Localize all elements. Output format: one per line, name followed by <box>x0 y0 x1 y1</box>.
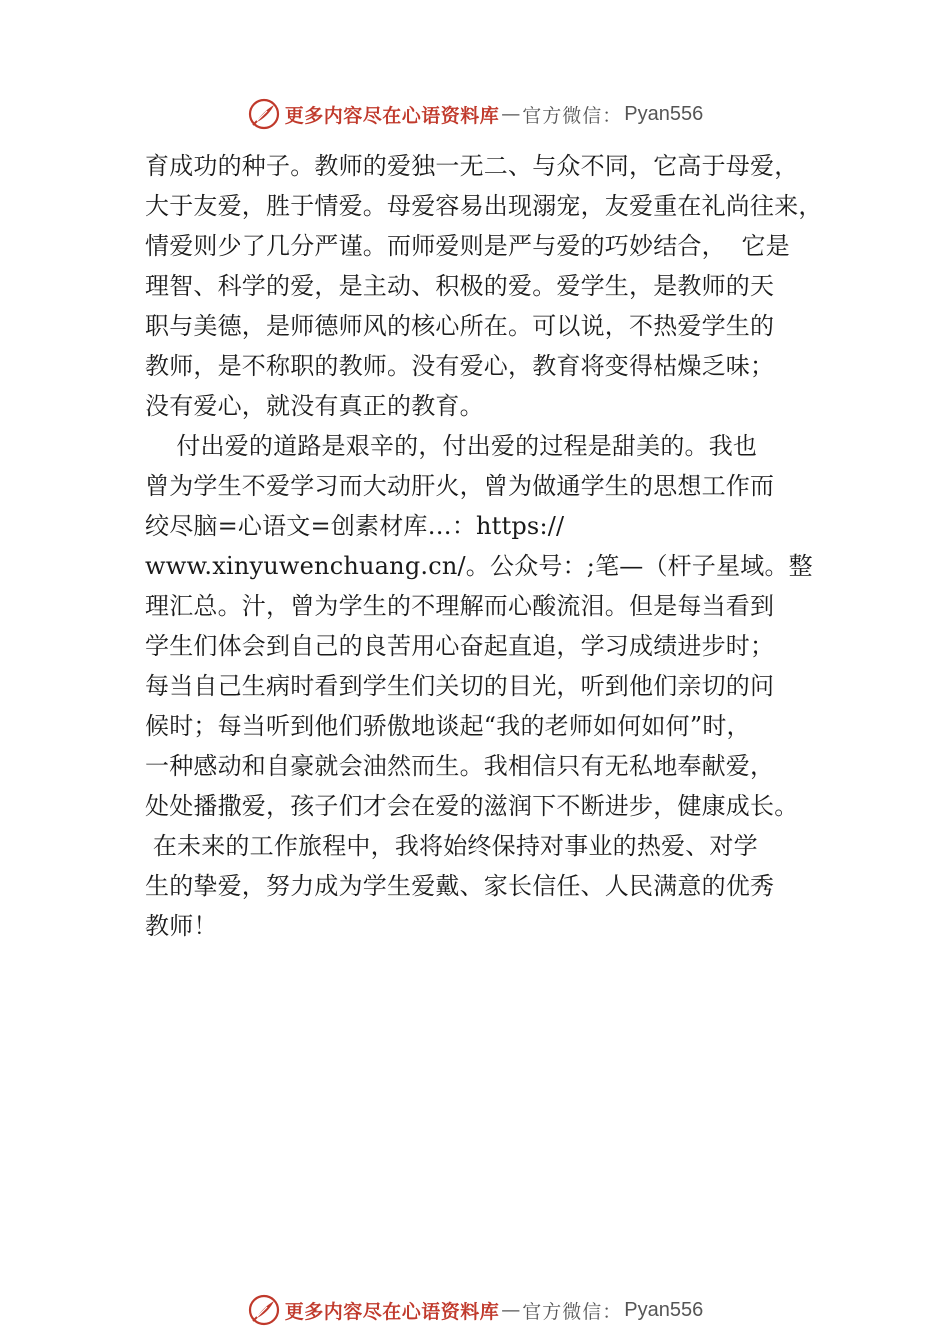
header-brand-text: 更多内容尽在心语资料库 <box>284 104 500 127</box>
body-line: 理汇总。汁，曾为学生的不理解而心酸流泪。但是每当看到 <box>145 592 775 620</box>
header-wechat-id: Pyan556 <box>624 102 704 125</box>
body-line: 没有爱心，就没有真正的教育。 <box>145 392 484 420</box>
footer-banner <box>0 1290 950 1330</box>
body-line: 学生们体会到自己的良苦用心奋起直追，学习成绩进步时； <box>145 632 775 660</box>
footer-wechat-id: Pyan556 <box>624 1298 704 1321</box>
footer-official-label: 官方微信： <box>522 1300 623 1323</box>
body-line: 付出爱的道路是艰辛的，付出爱的过程是甜美的。我也 <box>145 432 758 460</box>
body-line: 职与美德，是师德师风的核心所在。可以说，不热爱学生的 <box>145 312 775 340</box>
header-official-label: 官方微信： <box>522 104 623 127</box>
body-line: 大于友爱，胜于情爱。母爱容易出现溺宠，友爱重在礼尚往来， <box>145 192 823 220</box>
body-line: 在未来的工作旅程中，我将始终保持对事业的热爱、对学 <box>145 832 758 860</box>
body-line: 生的挚爱，努力成为学生爱戴、家长信任、人民满意的优秀 <box>145 872 775 900</box>
body-line: 每当自己生病时看到学生们关切的目光，听到他们亲切的问 <box>145 672 775 700</box>
header-banner <box>0 94 950 134</box>
body-line: 候时；每当听到他们骄傲地谈起“我的老师如何如何”时， <box>145 712 751 740</box>
body-line: 教师！ <box>145 912 218 940</box>
footer-brand-text: 更多内容尽在心语资料库 <box>284 1300 500 1323</box>
document-body <box>145 146 825 946</box>
body-line: 曾为学生不爱学习而大动肝火，曾为做通学生的思想工作而 <box>145 472 775 500</box>
body-line: 一种感动和自豪就会油然而生。我相信只有无私地奉献爱， <box>145 752 775 780</box>
body-line: 情爱则少了几分严谨。而师爱则是严与爱的巧妙结合， 它是 <box>145 232 790 260</box>
footer-dash: — <box>501 1299 521 1321</box>
header-dash: — <box>501 103 521 125</box>
body-line: 教师，是不称职的教师。没有爱心，教育将变得枯燥乏味； <box>145 352 775 380</box>
body-line: www.xinyuwenchuang.cn/。公众号：;笔—（杆子星域。整 <box>145 552 813 580</box>
body-line: 处处播撒爱，孩子们才会在爱的滋润下不断进步，健康成长。 <box>145 792 799 820</box>
feather-pen-logo-icon <box>247 1293 281 1327</box>
body-line: 绞尽脑=心语文=创素材库…：https:// <box>145 512 565 540</box>
body-line: 理智、科学的爱，是主动、积极的爱。爱学生，是教师的天 <box>145 272 775 300</box>
feather-pen-logo-icon <box>247 97 281 131</box>
body-line: 育成功的种子。教师的爱独一无二、与众不同，它高于母爱， <box>145 152 799 180</box>
